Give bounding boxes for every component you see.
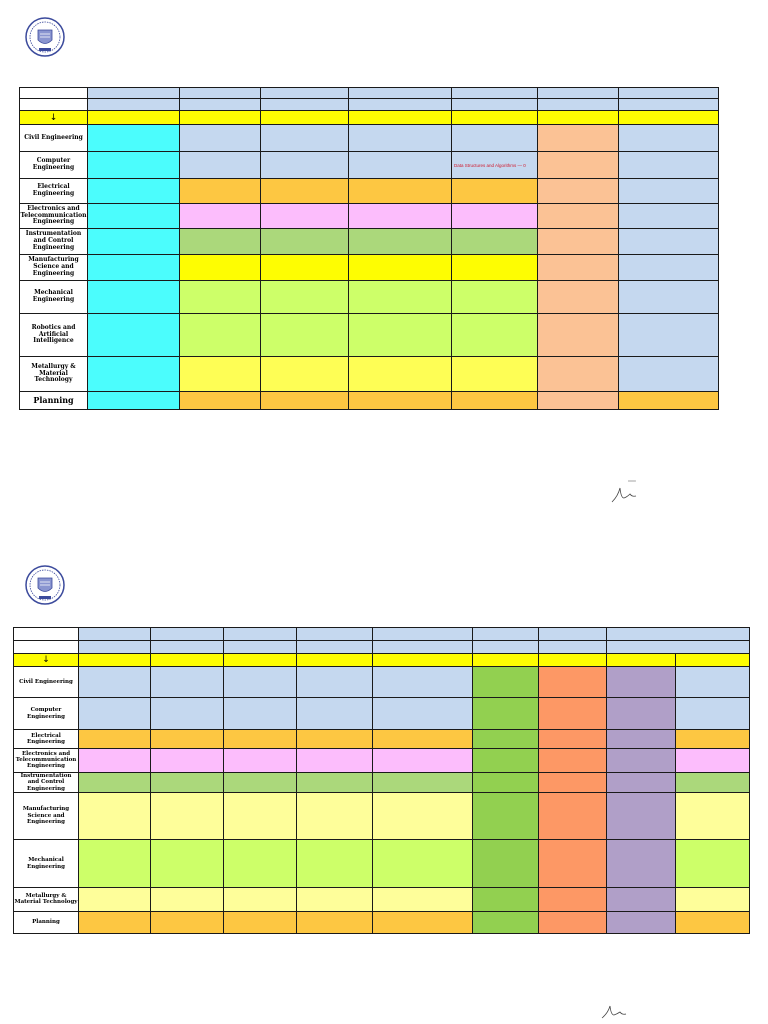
table-row [20,204,719,229]
page2-table [13,627,750,934]
row-label: Electronics and Telecommunication Engineering [20,204,88,229]
row-label: Manufacturing Science and Engineering [20,255,88,281]
table-row [14,730,750,748]
row-label: Electrical Engineering [14,730,79,748]
arrow-row [20,111,719,125]
table-row [20,152,719,179]
row-label: Instrumentation and Control Engineering [14,772,79,792]
down-arrow-icon: ↓ [14,654,79,666]
subheader-row [20,99,719,111]
row-label: Robotics and Artificial Intelligence [20,314,88,357]
table-row [14,793,750,840]
table-row [20,125,719,152]
course-note: Data Structures and Algorithms — 0 [452,152,538,179]
row-label: Manufacturing Science and Engineering [14,793,79,840]
table-row [14,748,750,772]
university-crest-icon [24,564,66,606]
table-row [20,314,719,357]
row-label: Planning [20,392,88,410]
table-row [14,666,750,697]
row-label: Civil Engineering [20,125,88,152]
table-row [20,229,719,255]
row-label: Mechanical Engineering [14,839,79,888]
header-row [20,88,719,99]
table-row [20,392,719,410]
row-label: Metallurgy & Material Technology [20,357,88,392]
table-row [14,772,750,792]
down-arrow-icon: ↓ [20,111,88,125]
page1-table [19,87,719,410]
signature-mark [598,1000,632,1022]
row-label: Mechanical Engineering [20,281,88,314]
header-cell [20,88,88,99]
arrow-row [14,654,750,666]
table-row [14,697,750,729]
table-row [14,888,750,911]
table-row [14,839,750,888]
table-row [14,911,750,933]
row-label: Metallurgy & Material Technology [14,888,79,911]
table-row [20,255,719,281]
row-label: Computer Engineering [14,697,79,729]
header-row [14,628,750,641]
table-row [20,357,719,392]
table-row [20,281,719,314]
row-label: Civil Engineering [14,666,79,697]
row-label: Planning [14,911,79,933]
row-label: Electrical Engineering [20,179,88,204]
row-label: Computer Engineering [20,152,88,179]
row-label: Electronics and Telecommunication Engineering [14,748,79,772]
subheader-row [14,641,750,654]
university-crest-icon [24,16,66,58]
row-label: Instrumentation and Control Engineering [20,229,88,255]
signature-mark [608,478,642,508]
table-row [20,179,719,204]
